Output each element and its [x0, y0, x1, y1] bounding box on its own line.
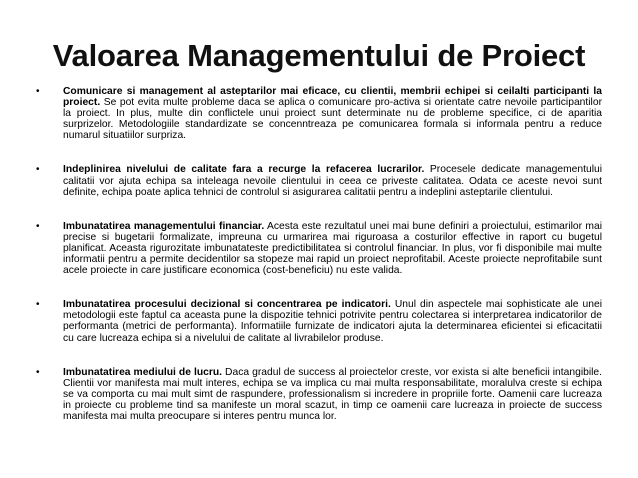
- bullet-dot-icon: •: [36, 220, 40, 232]
- bullet-item-decision: [36, 299, 602, 343]
- bullet-text: Se pot evita multe probleme daca se aplica o comunicare pro-activa si orientate catre nevoile participantilor la proiect. In plus, multe din conflictele unui proiect sunt determinate nu de probleme specifice, ci de aparitia surprizelor. Metodologiile standardizate se concenntreaza pe comunicarea formala si informala pentru a reduce numarul situatiilor surpriza.: [63, 97, 602, 142]
- bullet-lead: Imbunatatirea procesului decizional si concentrarea pe indicatori.: [63, 299, 391, 311]
- bullet-text: Daca gradul de success al proiectelor creste, vor exista si alte beneficii intangibile. Clientii vor manifesta mai mult interes, echipa se va implica cu mai multa responsabilitate, moralulva creste si echipa se va comporta cu mai mult simt de raspundere, professionalism si incredere in propriile forte. Oamenii care lucreaza in proiecte cu probleme tind sa manifeste un moral scazut, in timp ce oamenii care lucreaza in proiecte de success manifesta mai multa preocupare si interes pentru munca lor.: [63, 366, 602, 422]
- bullet-item-financial: [36, 221, 602, 276]
- bullet-lead: Comunicare si management al asteptarilor mai eficace, cu clientii, membrii echipei si ceilalti participanti la proiect.: [63, 86, 602, 109]
- bullet-item-quality: [36, 164, 602, 197]
- bullet-text: Unul din aspectele mai sophisticate ale unei metodologii este faptul ca aceasta pune la dispozitie tehnici potrivite pentru colectarea si interpretarea indicatorilor de performanta (metrici de performanta). Informatiile furnizate de indicatori ajuta la determinarea eficientei si eficacitatii cu care lucreaza echipa si a nivelului de calitate al livrabilelor produse.: [63, 299, 603, 344]
- bullet-dot-icon: •: [36, 366, 40, 378]
- bullet-lead: Imbunatatirea mediului de lucru.: [63, 366, 223, 378]
- bullet-lead: Indeplinirea nivelului de calitate fara a recurge la refacerea lucrarilor.: [63, 164, 425, 176]
- bullet-dot-icon: •: [36, 86, 40, 97]
- bullet-dot-icon: •: [36, 164, 40, 176]
- bullet-lead: Imbunatatirea managementului financiar.: [63, 220, 265, 232]
- bullet-list: [36, 86, 602, 445]
- bullet-item-communication: [36, 86, 602, 141]
- slide-title: Valoarea Managementului de Proiect: [52, 38, 586, 73]
- bullet-text: Acesta este rezultatul unei mai bune definiri a proiectului, estimarilor mai precise si bugetarii formalizate, impreuna cu urmarirea mai riguroasa a costurilor effective in raport cu bugetul planificat. Aceasta rigurozitate imbunatateste predictibilitatea si controlul financiar. In plus, vor fi disponibile mai multe informatii pentru a permite decidentilor sa stopeze mai rapid un proiect neprofitabil. Aceste proiecte neprofitabile sunt acele proiecte in care justificare economica (cost-beneficiu) nu este valida.: [63, 220, 602, 277]
- bullet-text: Procesele dedicate managementului calitatii vor ajuta echipa sa inteleaga nevoile clientului in ceea ce priveste calitatea. Odata ce aceste nevoi sunt definite, echipa poate aplica tehnici de controlul si asigurarea calitatii pentru a indeplini asteptarile clientului.: [63, 164, 603, 198]
- bullet-dot-icon: •: [36, 299, 40, 311]
- bullet-item-work-environment: [36, 367, 602, 422]
